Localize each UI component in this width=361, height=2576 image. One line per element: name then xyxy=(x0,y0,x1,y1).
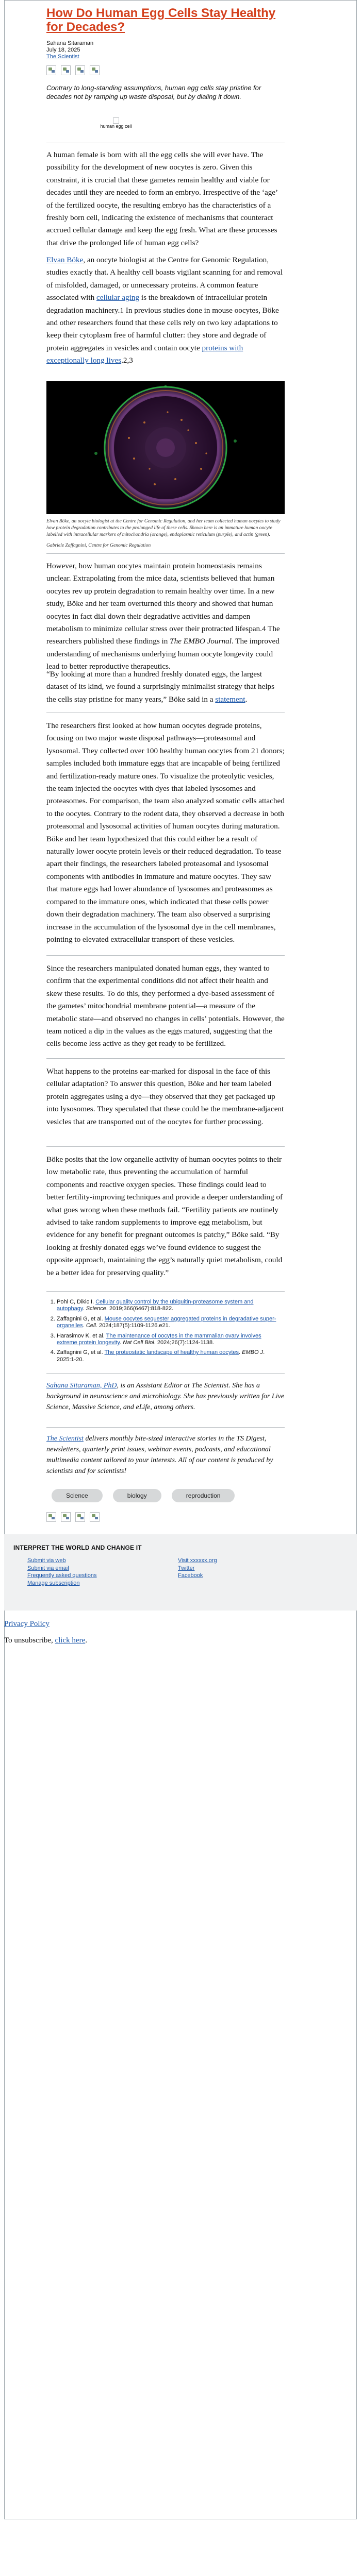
figure-credit: Gabriele Zaffagnini, Centre for Genomic Regulation xyxy=(46,543,151,549)
paragraph-1: A human female is born with all the egg cells she will ever have. The possibility for the development of new oocytes is zero. Given this constraint, it is crucial that these gametes remain healthy and viable for decades until they are needed to form an embryo. Irrespective of the ‘age’ of the fertilized oocyte, the resulting embryo has the characteristics of a freshly born cell, indicating the existence of mechanisms that counteract accrued cellular damage and keep the egg fresh. What are these processes that drive the prolonged life of human egg cells? xyxy=(46,150,277,247)
article-lede: Contrary to long-standing assumptions, human egg cells stay pristine for decades not by ramping up waste disposal, but by dialing it down. xyxy=(46,84,261,100)
reference-item: 2. Zaffagnini G, et al. Mouse oocytes sequester aggregated proteins in degradative super-organelles. Cell. 2024;187(5):1109-1126.e21. xyxy=(57,1316,278,1330)
publication-link[interactable]: The Scientist xyxy=(46,54,79,60)
long-lived-proteins-link[interactable]: proteins with exceptionally long lives xyxy=(46,343,243,365)
tag-science[interactable]: Science xyxy=(52,1489,103,1502)
divider xyxy=(46,553,285,554)
submit-web-link[interactable]: Submit via web xyxy=(27,1557,66,1564)
references-list xyxy=(46,1299,278,1366)
divider xyxy=(46,1146,285,1147)
the-scientist-link[interactable]: The Scientist xyxy=(46,1435,84,1443)
statement-link[interactable]: statement xyxy=(215,694,245,704)
publish-date: July 18, 2025 xyxy=(46,47,80,53)
twitter-link[interactable]: Twitter xyxy=(178,1565,195,1571)
paragraph-8: Böke posits that the low organelle activity of human oocytes points to their low metabolic rate, thus preventing the accumulation of harmful components and reactive oxygen species. These findings could lead to better fertility-improving techniques and provide a deeper understanding of what goes wrong when these methods fail. “Fertility patients are routinely advised to take random supplements to improve egg metabolism, but evidence for any benefit for pregnant outcomes is patchy,” Böke said. “By looking at freshly donated eggs we’ve found evidence to suggest the opposite approach, maintaining the egg’s naturally quiet metabolism, could be a better idea for preserving quality.” xyxy=(46,1155,283,1277)
faq-link[interactable]: Frequently asked questions xyxy=(27,1572,97,1579)
oocyte-figure xyxy=(46,381,285,514)
reference-link[interactable]: The maintenance of oocytes in the mammalian ovary involves extreme protein longevity xyxy=(57,1332,261,1346)
article-meta xyxy=(46,40,285,60)
footer-links-left xyxy=(27,1557,97,1587)
paragraph-6: Since the researchers manipulated donated human eggs, they wanted to confirm that the experimental conditions did not affect their health and skew these results. To do this, they performed a dye-based assessment of the gametes’ mitochondrial membrane potential—a measure of the metabolic state—and observed no changes in cells’ potentials. However, the team noticed a dip in the values as the eggs matured, suggesting that the cells become less active as they get ready to be fertilized. xyxy=(46,964,285,1048)
promo-text: The Scientist delivers monthly bite-sized interactive stories in the TS Digest, newsletters, quarterly print issues, webinar events, podcasts, and educational multimedia content tailored to your interests. All of our content is produced by scientists and for scientists! xyxy=(46,1435,273,1475)
paragraph-2: Elvan Böke, an oocyte biologist at the Centre for Genomic Regulation, studies exactly that. A healthy cell boasts vigilant scanning for and removal of misfolded, damaged, or unnecessary proteins. A common feature associated with cellular aging is the breakdown of intracellular protein degradation machinery.1 In previous studies done in mouse oocytes, Böke and other researchers found that these cells rely on two key adaptations to keep their cytoplasm free of harmful clutter: they store and degrade of protein aggregates in vesicles and contain oocyte proteins with exceptionally long lives.2,3 xyxy=(46,256,283,365)
hero-image-broken xyxy=(98,117,134,129)
article-column xyxy=(46,0,285,101)
divider xyxy=(46,1058,285,1059)
author-name: Sahana Sitaraman xyxy=(46,40,94,46)
oocyte-microscopy-image xyxy=(46,381,285,514)
submit-email-link[interactable]: Submit via email xyxy=(27,1565,69,1571)
reference-link[interactable]: Mouse oocytes sequester aggregated proteins in degradative super-organelles xyxy=(57,1315,276,1329)
divider xyxy=(46,1427,285,1428)
unsubscribe-line: To unsubscribe, click here. xyxy=(4,1636,87,1645)
broken-image-icon xyxy=(113,117,119,124)
tag-biology[interactable]: biology xyxy=(113,1489,161,1502)
facebook-share-icon[interactable] xyxy=(46,65,56,75)
twitter-share-icon[interactable] xyxy=(61,65,71,75)
tag-reproduction[interactable]: reproduction xyxy=(172,1489,235,1502)
visit-site-link[interactable]: Visit xxxxxx.org xyxy=(178,1557,217,1564)
cellular-aging-link[interactable]: cellular aging xyxy=(96,293,140,302)
paragraph-3: However, how human oocytes maintain protein homeostasis remains unclear. Extrapolating from the mice data, scientists believed that human oocytes rev up protein degradation to remain healthy over time. In a new study, Böke and her team overturned this theory and showed that human oocytes in fact dial down their degradative activities and dampen metabolism to minimize cellular stress over their protracted lifespan.4 The researchers published these findings in The EMBO Journal. The improved understanding of mechanisms underlying human oocyte longevity could lead to better reproductive therapeutics. xyxy=(46,562,280,671)
unsubscribe-link[interactable]: click here xyxy=(55,1636,86,1645)
linkedin-share-icon[interactable] xyxy=(75,1512,85,1522)
researcher-link[interactable]: Elvan Böke xyxy=(46,256,84,264)
share-icons-bottom xyxy=(46,1512,100,1523)
manage-subscription-link[interactable]: Manage subscription xyxy=(27,1580,80,1586)
journal-name: The EMBO Journal xyxy=(170,637,232,646)
paragraph-4: “By looking at more than a hundred freshly donated eggs, the largest dataset of its kind, we found a surprisingly minimalist strategy that helps the cells stay pristine for many years,” Böke said in a statement. xyxy=(46,670,275,704)
footer-links-right xyxy=(178,1557,217,1580)
email-share-icon[interactable] xyxy=(90,1512,100,1522)
linkedin-share-icon[interactable] xyxy=(75,65,85,75)
author-bio-link[interactable]: Sahana Sitaraman, PhD xyxy=(46,1382,117,1389)
reference-item: 3. Harasimov K, et al. The maintenance of oocytes in the mammalian ovary involves extreme protein longevity. Nat Cell Biol. 2024;26(7):1124-1138. xyxy=(57,1333,278,1347)
footer-heading: INTERPRET THE WORLD AND CHANGE IT xyxy=(13,1544,142,1551)
reference-link[interactable]: Cellular quality control by the ubiquitin-proteasome system and autophagy xyxy=(57,1299,254,1312)
privacy-policy-link[interactable]: Privacy Policy xyxy=(4,1620,50,1628)
share-icons-top xyxy=(46,65,285,76)
author-bio: Sahana Sitaraman, PhD, is an Assistant Editor at The Scientist. She has a background in neuroscience and microbiology. She has previously written for Live Science, Massive Science, and eLife, among others. xyxy=(46,1382,285,1411)
figure-caption: Elvan Böke, an oocyte biologist at the Centre for Genomic Regulation, and her team collected human oocytes to study how protein degradation contributes to the prolonged life of these cells. Shown here is an immature human oocyte labelled with intracellular markers of mitochondria (orange), endoplasmic reticulum (purple), and actin (green). Gabriele Zaffagnini, Centre for Genomic Regulation xyxy=(46,518,285,549)
reference-link[interactable]: The proteostatic landscape of healthy human oocytes xyxy=(104,1349,239,1356)
divider xyxy=(46,1373,285,1374)
divider xyxy=(46,1291,285,1292)
tag-list xyxy=(52,1489,235,1502)
facebook-link[interactable]: Facebook xyxy=(178,1572,203,1579)
email-share-icon[interactable] xyxy=(90,65,100,75)
twitter-share-icon[interactable] xyxy=(61,1512,71,1522)
reference-item: 1. Pohl C, Dikic I. Cellular quality control by the ubiquitin-proteasome system and autophagy. Science. 2019;366(6467):818-822. xyxy=(57,1299,278,1313)
divider xyxy=(46,955,285,956)
article-title[interactable]: How Do Human Egg Cells Stay Healthy for Decades? xyxy=(46,6,276,34)
privacy-policy xyxy=(4,1620,50,1629)
hero-image-alt: human egg cell xyxy=(100,124,132,129)
paragraph-5: The researchers first looked at how human oocytes degrade proteins, focusing on two major waste disposal pathways—proteasomal and lysosomal. They collected over 100 healthy human oocytes from 21 donors; samples included both immature eggs that are incapable of being fertilized and fertilization-ready mature ones. To visualize the proteolytic vesicles, the team injected the oocytes with dyes that labeled lysosomes and proteasomes. For comparison, the team also analyzed somatic cells attached to the oocytes. Contrary to the rodent data, they observed a decrease in both proteasomal and lysosomal activities of human oocytes during maturation. Böke and her team hypothesized that this could either be a result of naturally lower oocyte protein levels or their reduced degradation. To tease apart their findings, the researchers labeled proteasomal and lysosomal components with antibodies in immature and mature oocytes. They saw that mature eggs had lower abundance of lysosomes and proteasomes as compared to the immature ones, which indicated that these cells power down their degradation machinery. The team also observed a surprising increase in the accumulation of the lysosomal dye in the cell membranes, pointing to elevated extracellular transport of these vesicles. xyxy=(46,721,285,944)
footer-band xyxy=(4,1534,357,1611)
paragraph-7: What happens to the proteins ear-marked for disposal in the face of this cellular adaptation? To answer this question, Böke and her team labeled protein aggregates using a dye—they observed that they get packaged up into lysosomes. They speculated that these could be the membrane-adjacent vesicles that are transported out of the oocytes for further processing. xyxy=(46,1067,284,1126)
reference-item: 4. Zaffagnini G, et al. The proteostatic landscape of healthy human oocytes. EMBO J. 2025:1-20. xyxy=(57,1349,278,1363)
facebook-share-icon[interactable] xyxy=(46,1512,56,1522)
